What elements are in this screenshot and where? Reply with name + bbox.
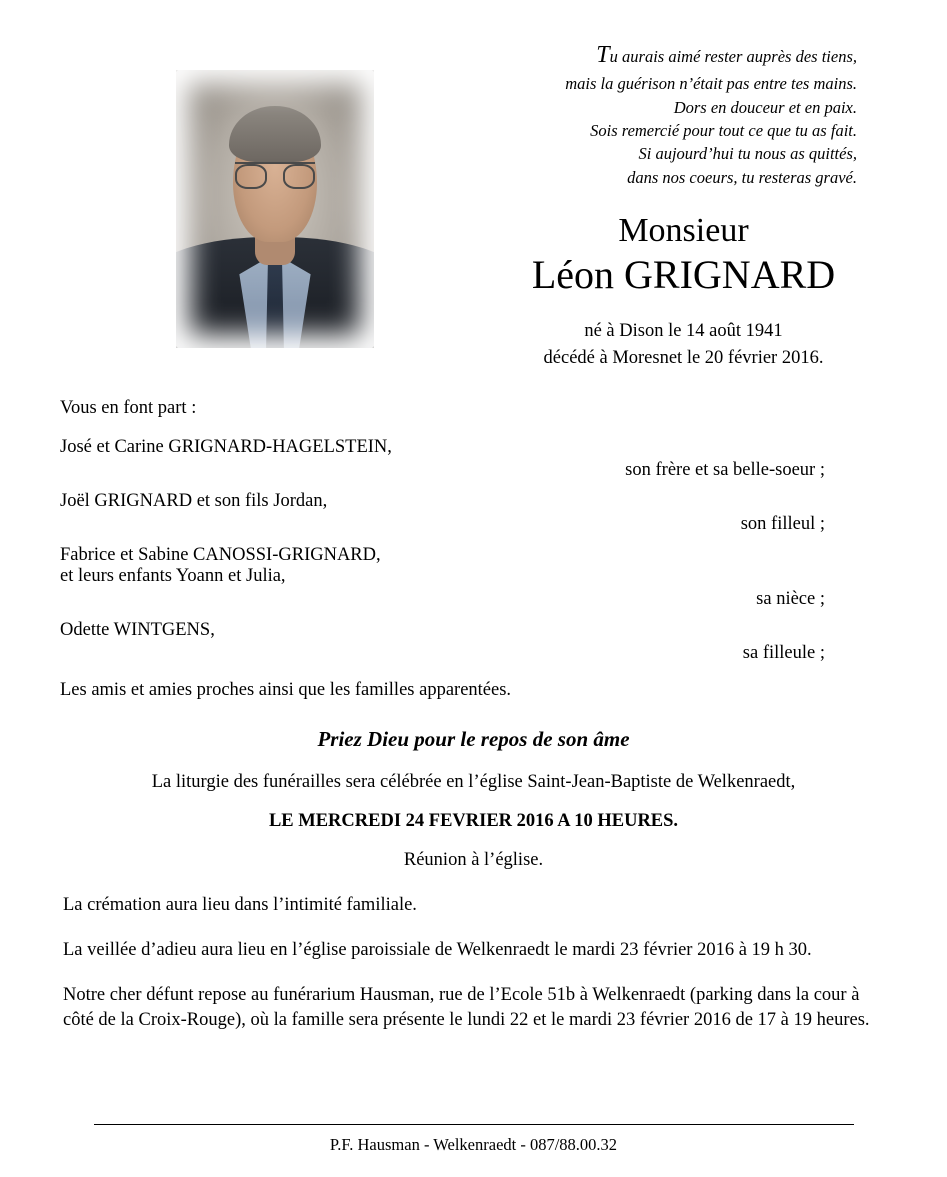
family-entry xyxy=(60,545,887,610)
family-name: Fabrice et Sabine CANOSSI-GRIGNARD, xyxy=(60,544,381,565)
family-list xyxy=(60,437,887,664)
family-children: et leurs enfants Yoann et Julia, xyxy=(60,565,286,586)
footer xyxy=(0,1124,947,1155)
poem-line-4: Sois remercié pour tout ce que tu as fait. xyxy=(590,120,857,140)
footer-divider xyxy=(94,1124,854,1125)
life-dates xyxy=(490,318,887,372)
family-relation: son frère et sa belle-soeur ; xyxy=(625,459,825,480)
family-name: José et Carine GRIGNARD-HAGELSTEIN, xyxy=(60,436,392,457)
deceased-name: Léon GRIGNARD xyxy=(531,252,836,298)
reunion-text: Réunion à l’église. xyxy=(403,849,544,870)
family-relation: sa filleule ; xyxy=(742,642,825,663)
poem-line-1-rest: u aurais aimé rester auprès des tiens, xyxy=(609,47,857,66)
poem-block xyxy=(490,38,887,189)
family-entry xyxy=(60,491,887,535)
footer-credit: P.F. Hausman - Welkenraedt - 087/88.00.32 xyxy=(329,1135,618,1154)
family-entry xyxy=(60,437,887,481)
family-relation: son filleul ; xyxy=(740,513,825,534)
poem-line-1 xyxy=(490,38,857,72)
cremation-text: La crémation aura lieu dans l’intimité familiale. xyxy=(63,894,417,915)
deceased-title: Monsieur xyxy=(618,212,749,250)
announcement-text: Vous en font part : xyxy=(60,397,197,418)
liturgy-text: La liturgie des funérailles sera célébrée en l’église Saint-Jean-Baptiste de Welkenraedt, xyxy=(151,771,796,792)
portrait-photo xyxy=(176,70,374,348)
poem-line-3: Dors en douceur et en paix. xyxy=(673,97,857,117)
text-column xyxy=(490,30,887,372)
friends-text: Les amis et amies proches ainsi que les familles apparentées. xyxy=(60,679,512,700)
death-line: décédé à Moresnet le 20 février 2016. xyxy=(543,348,824,369)
family-name: Joël GRIGNARD et son fils Jordan, xyxy=(60,490,328,511)
vigil-text: La veillée d’adieu aura lieu en l’église paroissiale de Welkenraedt le mardi 23 février 2016 à 19 h 30. xyxy=(63,939,812,960)
poem-dropcap: T xyxy=(596,42,610,68)
family-relation: sa nièce ; xyxy=(756,588,825,609)
poem-line-6: dans nos coeurs, tu resteras gravé. xyxy=(627,167,857,187)
family-name: Odette WINTGENS, xyxy=(60,619,215,640)
service-datetime: LE MERCREDI 24 FEVRIER 2016 A 10 HEURES. xyxy=(268,810,679,831)
poem-line-2: mais la guérison n’était pas entre tes mains. xyxy=(565,74,857,94)
body-section xyxy=(0,398,947,1033)
prayer-text: Priez Dieu pour le repos de son âme xyxy=(317,726,630,751)
portrait-vignette xyxy=(176,70,374,348)
family-entry xyxy=(60,620,887,664)
poem-line-5: Si aujourd’hui tu nous as quittés, xyxy=(638,144,857,164)
funerarium-text: Notre cher défunt repose au funérarium Hausman, rue de l’Ecole 51b à Welkenraedt (parking dans la cour à côté de la Croix-Rouge), où la famille sera présente le lundi 22 et le mardi 23 février 2016 de 17 à 19 heures. xyxy=(63,984,870,1030)
header-section xyxy=(0,0,947,372)
portrait-container xyxy=(60,30,490,348)
birth-line: né à Dison le 14 août 1941 xyxy=(584,321,783,342)
name-block xyxy=(490,211,887,298)
